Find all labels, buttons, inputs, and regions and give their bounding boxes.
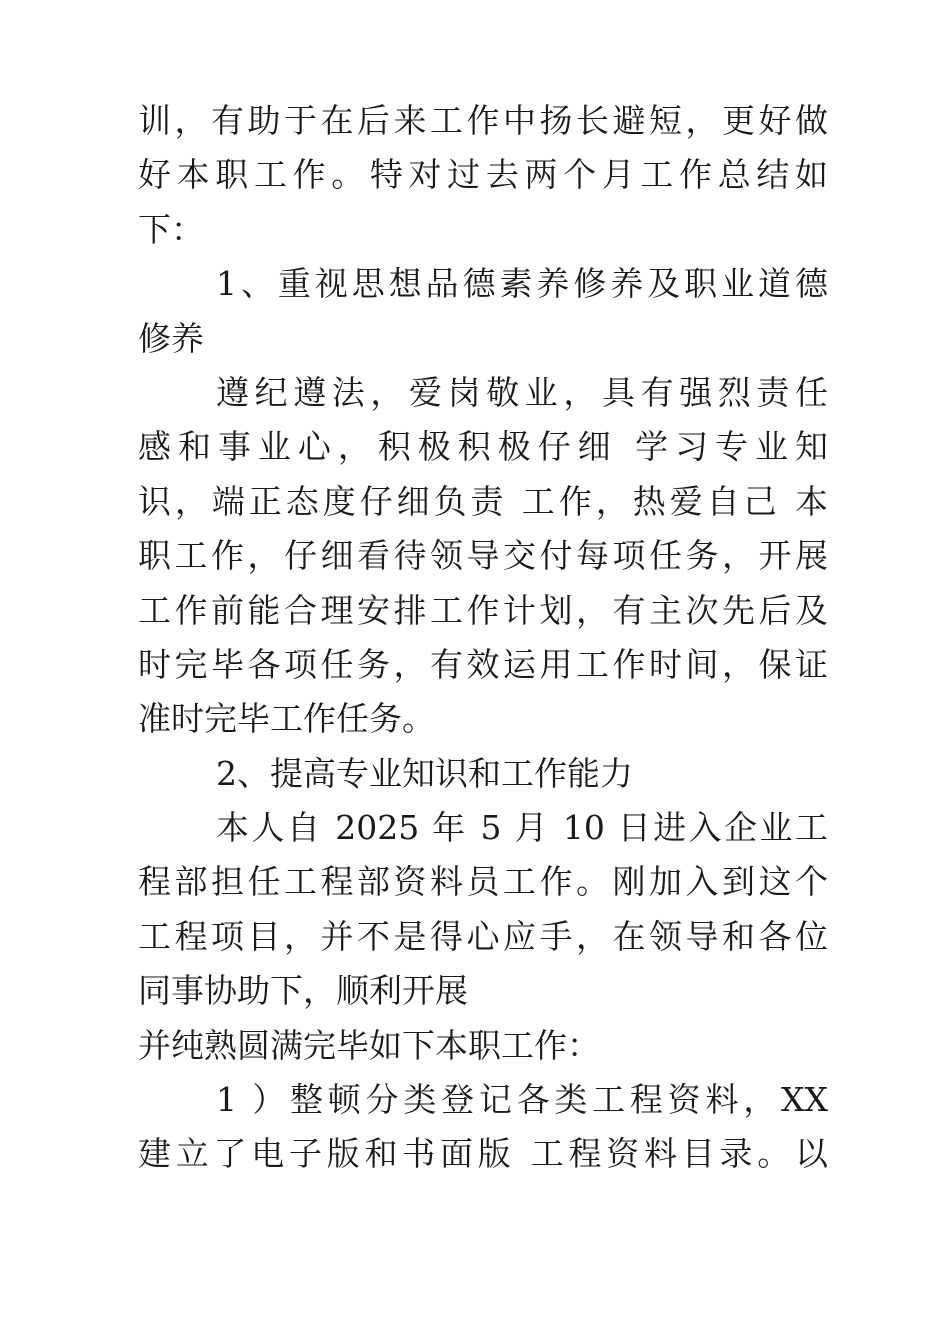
text-line: 建立了电子版和书面版 工程资料目录。以 bbox=[138, 1134, 828, 1174]
body-text bbox=[138, 94, 828, 1182]
text-line: 职工作，仔细看待领导交付每项任务，开展 bbox=[138, 536, 828, 576]
text-line: 识，端正态度仔细负责 工作，热爱自己 本 bbox=[138, 481, 828, 521]
text-line: 工作前能合理安排工作计划，有主次先后及 bbox=[138, 590, 828, 630]
text-line: 遵纪遵法，爱岗敬业，具有强烈责任 bbox=[216, 372, 828, 412]
text-line: 下： bbox=[138, 209, 204, 249]
text-line: 工程项目，并不是得心应手，在领导和各位 bbox=[138, 916, 828, 956]
text-line: 训，有助于在后来工作中扬长避短，更好做 bbox=[138, 101, 828, 140]
section-heading-continued: 修养 bbox=[138, 318, 204, 358]
text-line: 程部担任工程部资料员工作。刚加入到这个 bbox=[138, 862, 828, 902]
text-line: 本人自 2025 年 5 月 10 日进入企业工 bbox=[216, 808, 828, 848]
text-line: 好本职工作。特对过去两个月工作总结如 bbox=[138, 155, 828, 195]
section-heading: 2、提高专业知识和工作能力 bbox=[216, 753, 633, 793]
section-heading: 1、重视思想品德素养修养及职业道德 bbox=[216, 264, 828, 304]
text-line: 感和事业心，积极积极仔细 学习专业知 bbox=[138, 427, 828, 467]
text-line: 时完毕各项任务，有效运用工作时间，保证 bbox=[138, 644, 828, 684]
text-line: 并纯熟圆满完毕如下本职工作： bbox=[138, 1025, 600, 1065]
text-line: 准时完毕工作任务。 bbox=[138, 699, 435, 739]
text-line: 同事协助下，顺利开展 bbox=[138, 971, 468, 1011]
list-item: 1 ）整顿分类登记各类工程资料，XX bbox=[216, 1080, 828, 1120]
